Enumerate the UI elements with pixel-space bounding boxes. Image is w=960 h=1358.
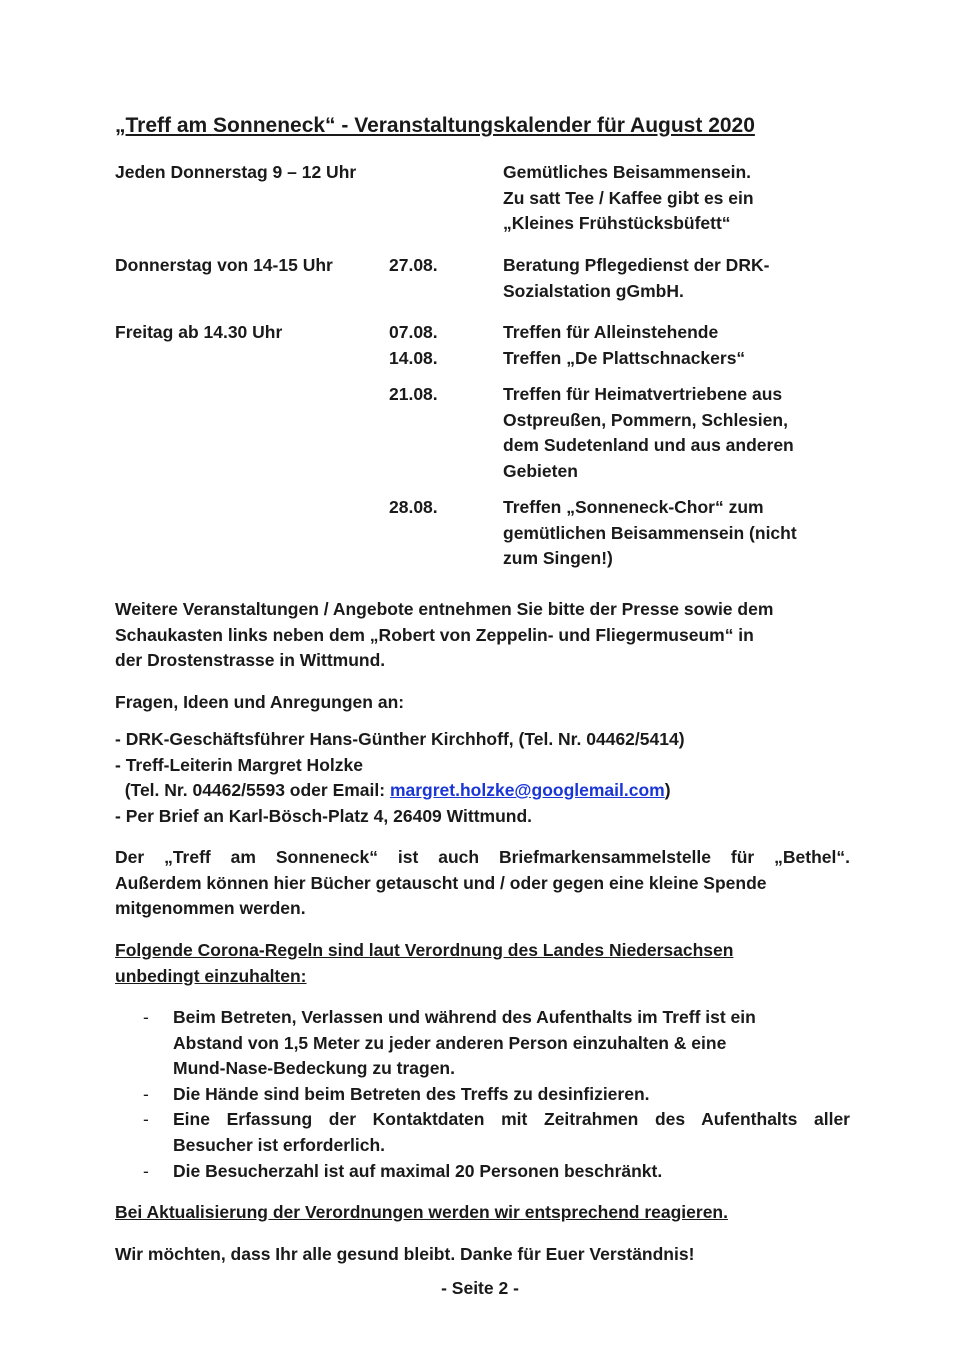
schedule-when: Jeden Donnerstag 9 – 12 Uhr: [115, 162, 357, 182]
contact-heading: Fragen, Ideen und Anregungen an:: [115, 692, 405, 712]
schedule-when: Freitag ab 14.30 Uhr: [115, 322, 283, 342]
list-item: - Die Besucherzahl ist auf maximal 20 Personen beschränkt.: [115, 1159, 850, 1185]
schedule-when: Donnerstag von 14-15 Uhr: [115, 255, 333, 275]
corona-rules-list: [115, 1005, 850, 1184]
contact-postal: - Per Brief an Karl-Bösch-Platz 4, 26409 Wittmund.: [115, 805, 533, 826]
schedule-description: Treffen „De Plattschnackers“: [503, 348, 746, 368]
closing-line: Wir möchten, dass Ihr alle gesund bleibt. Danke für Euer Verständnis!: [115, 1244, 695, 1264]
corona-heading: Folgende Corona-Regeln sind laut Verordnung des Landes Niedersachsen unbedingt einzuhalten:: [115, 940, 734, 986]
schedule-date: 28.08.: [389, 497, 438, 517]
list-item: - Die Hände sind beim Betreten des Treffs zu desinfizieren.: [115, 1082, 850, 1108]
update-note: Bei Aktualisierung der Verordnungen werden wir entsprechend reagieren.: [115, 1202, 728, 1222]
schedule-description: Treffen für Heimatvertriebene aus Ostpreußen, Pommern, Schlesien, dem Sudetenland und aus anderen Gebieten: [503, 384, 794, 481]
schedule-date: 07.08.: [389, 322, 438, 342]
schedule-description: Treffen „Sonneneck-Chor“ zum gemütlichen Beisammensein (nicht zum Singen!): [503, 497, 797, 569]
dash-bullet: -: [143, 1109, 149, 1130]
schedule-date: 21.08.: [389, 384, 438, 404]
contact-list: [115, 727, 850, 829]
page-number: - Seite 2 -: [441, 1278, 519, 1298]
bethel-paragraph: Der „Treff am Sonneneck“ ist auch Briefmarkensammelstelle für „Bethel“. Außerdem können hier Bücher getauscht und / oder gegen eine kleine Spende mitgenommen werden.: [115, 847, 850, 919]
contact-leader-phone-email: (Tel. Nr. 04462/5593 oder Email: margret.holzke@googlemail.com): [115, 780, 671, 801]
dash-bullet: -: [143, 1083, 149, 1104]
list-item: - Beim Betreten, Verlassen und während des Aufenthalts im Treff ist ein Abstand von 1,5 Meter zu jeder anderen Person einzuhalten & eine Mund-Nase-Bedeckung zu tragen.: [143, 1007, 756, 1079]
email-link[interactable]: margret.holzke@googlemail.com: [389, 780, 665, 801]
schedule-description: Gemütliches Beisammensein. Zu satt Tee / Kaffee gibt es ein „Kleines Frühstücksbüfett“: [503, 162, 754, 234]
dash-bullet: -: [143, 1160, 149, 1181]
schedule-date: 14.08.: [389, 348, 438, 368]
list-item: - Eine Erfassung der Kontaktdaten mit Zeitrahmen des Aufenthalts aller Besucher ist erforderlich.: [143, 1109, 850, 1155]
schedule-description: Treffen für Alleinstehende: [503, 322, 719, 342]
dash-bullet: -: [143, 1007, 149, 1027]
further-events-paragraph: Weitere Veranstaltungen / Angebote entnehmen Sie bitte der Presse sowie dem Schaukasten links neben dem „Robert von Zeppelin- und Fliegermuseum“ in der Drostenstrasse in Wittmund.: [115, 599, 774, 671]
contact-managing-director: - DRK-Geschäftsführer Hans-Günther Kirchhoff, (Tel. Nr. 04462/5414): [115, 729, 685, 749]
schedule-description: Beratung Pflegedienst der DRK- Sozialstation gGmbH.: [503, 255, 770, 301]
schedule-date: 27.08.: [389, 255, 438, 275]
page-title: „Treff am Sonneneck“ - Veranstaltungskalender für August 2020: [115, 114, 755, 137]
contact-leader: - Treff-Leiterin Margret Holzke: [115, 754, 363, 775]
